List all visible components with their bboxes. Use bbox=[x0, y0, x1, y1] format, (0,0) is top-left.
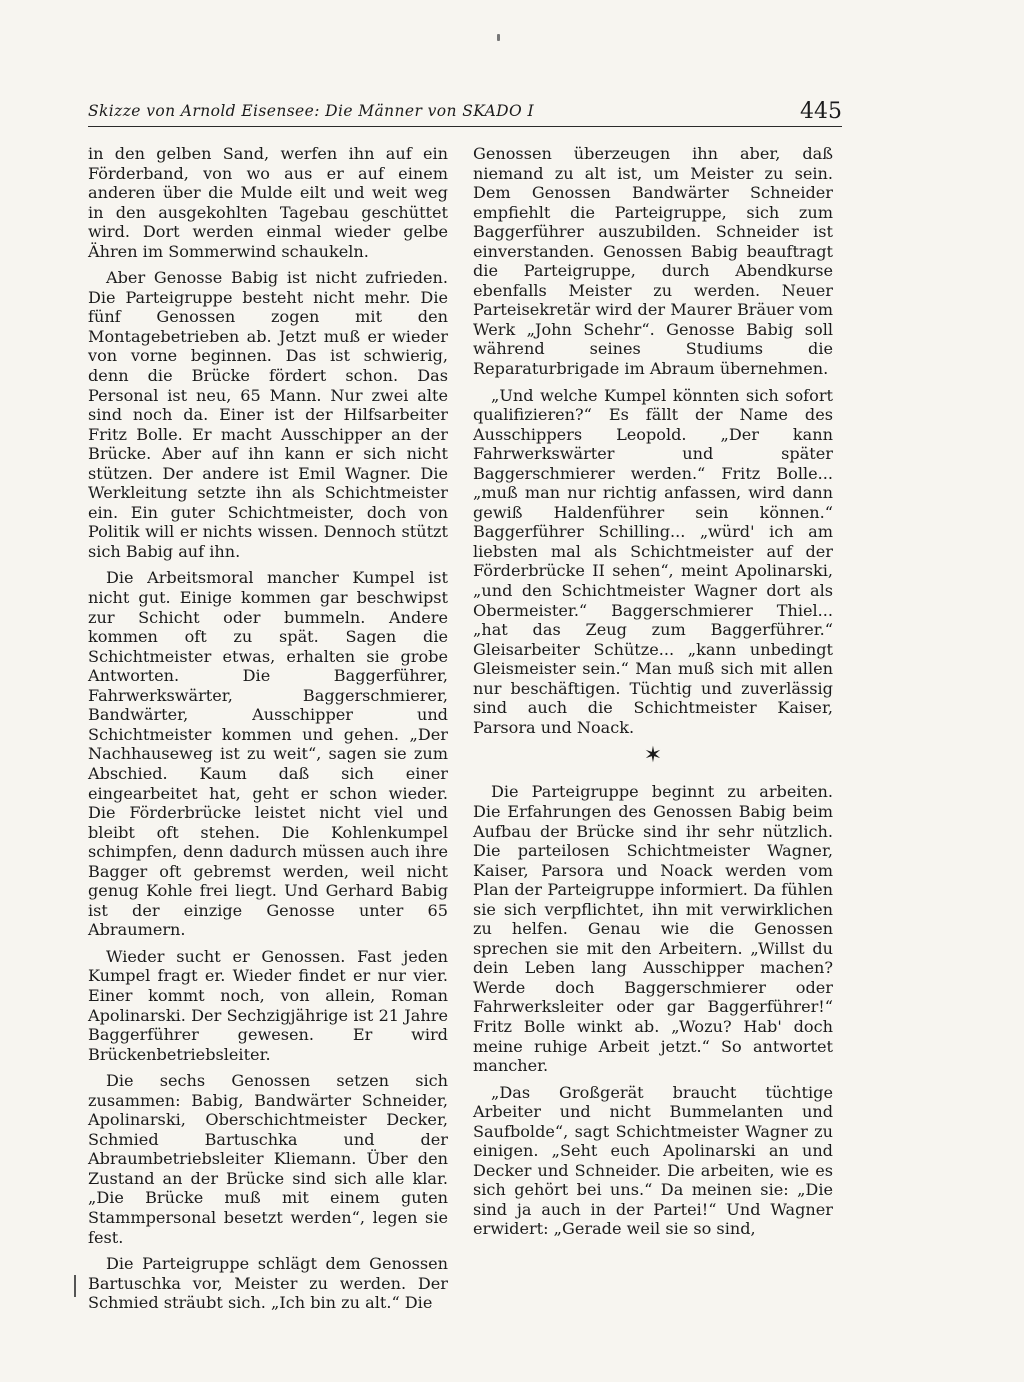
scan-speck bbox=[497, 34, 500, 41]
right-column bbox=[473, 144, 833, 1246]
running-title: Skizze von Arnold Eisensee: Die Männer von SKADO I bbox=[88, 102, 534, 120]
paragraph: Die Parteigruppe schlägt dem Genossen Bartuschka vor, Meister zu werden. Der Schmied sträubt sich. „Ich bin zu alt.“ Die bbox=[88, 1254, 448, 1313]
section-separator-star-icon: ✶ bbox=[643, 743, 663, 769]
header-rule bbox=[88, 126, 842, 127]
page-number: 445 bbox=[800, 99, 842, 124]
paragraph: Die Arbeitsmoral mancher Kumpel ist nicht gut. Einige kommen gar beschwipst zur Schicht oder bummeln. Andere kommen oft zu spät. Sagen die Schichtmeister etwas, erhalten sie grobe Antworten. Die Baggerführer, Fahrwerkswärter, Baggerschmierer, Bandwärter, Ausschipper und Schichtmeister kommen und gehen. „Der Nachhauseweg ist zu weit“, sagen sie zum Abschied. Kaum daß sich einer eingearbeitet hat, geht er schon wieder. Die Förderbrücke leistet nicht viel und bleibt oft stehen. Die Kohlenkumpel schimpfen, denn dadurch müssen auch ihre Bagger oft gebremst werden, weil nicht genug Kohle frei liegt. Und Gerhard Babig ist der einzige Genosse unter 65 Abraumern. bbox=[88, 568, 448, 940]
paragraph: in den gelben Sand, werfen ihn auf ein Förderband, von wo aus er auf einem anderen über die Mulde eilt und weit weg in den ausgekohlten Tagebau geschüttet wird. Dort werden einmal wieder gelbe Ähren im Sommerwind schaukeln. bbox=[88, 144, 448, 261]
paragraph: Die sechs Genossen setzen sich zusammen: Babig, Bandwärter Schneider, Apolinarski, Oberschichtmeister Decker, Schmied Bartuschka und der Abraumbetriebsleiter Kliemann. Über den Zustand an der Brücke sind sich alle klar. „Die Brücke muß mit einem guten Stammpersonal besetzt werden“, legen sie fest. bbox=[88, 1071, 448, 1247]
page-header bbox=[88, 96, 842, 122]
paragraph: Aber Genosse Babig ist nicht zufrieden. Die Parteigruppe besteht nicht mehr. Die fünf Genossen zogen mit den Montagebetrieben ab. Jetzt muß er wieder von vorne beginnen. Das ist schwierig, denn die Brücke fördert schon. Das Personal ist neu, 65 Mann. Nur zwei alte sind noch da. Einer ist der Hilfsarbeiter Fritz Bolle. Er macht Ausschipper an der Brücke. Aber auf ihn kann er sich nicht stützen. Der andere ist Emil Wagner. Die Werkleitung setzte ihn als Schichtmeister ein. Ein guter Schichtmeister, doch von Politik will er nichts wissen. Dennoch stützt sich Babig auf ihn. bbox=[88, 268, 448, 561]
paragraph: Genossen überzeugen ihn aber, daß niemand zu alt ist, um Meister zu sein. Dem Genossen Bandwärter Schneider empfiehlt die Parteigruppe, sich zum Baggerführer auszubilden. Schneider ist einverstanden. Genossen Babig beauftragt die Parteigruppe, durch Abendkurse ebenfalls Meister zu werden. Neuer Parteisekretär wird der Maurer Bräuer vom Werk „John Schehr“. Genosse Babig soll während seines Studiums die Reparaturbrigade im Abraum übernehmen. bbox=[473, 144, 833, 379]
paragraph: Die Parteigruppe beginnt zu arbeiten. Die Erfahrungen des Genossen Babig beim Aufbau der Brücke sind ihr sehr nützlich. Die parteilosen Schichtmeister Wagner, Kaiser, Parsora und Noack werden vom Plan der Parteigruppe informiert. Da fühlen sie sich verpflichtet, ihn mit verwirklichen zu helfen. Genau wie die Genossen sprechen sie mit den Arbeitern. „Willst du dein Leben lang Ausschipper machen? Werde doch Baggerschmierer oder Fahrwerksleiter oder gar Baggerführer!“ Fritz Bolle winkt ab. „Wozu? Hab' doch meine ruhige Arbeit jetzt.“ So antwortet mancher. bbox=[473, 782, 833, 1076]
paragraph: „Und welche Kumpel könnten sich sofort qualifizieren?“ Es fällt der Name des Ausschippers Leopold. „Der kann Fahrwerkswärter und später Baggerschmierer werden.“ Fritz Bolle... „muß man nur richtig anfassen, wird dann gewiß Haldenführer sein können.“ Baggerführer Schilling... „würd' ich am liebsten mal als Schichtmeister auf der Förderbrücke II sehen“, meint Apolinarski, „und den Schichtmeister Wagner dort als Obermeister.“ Baggerschmierer Thiel... „hat das Zeug zum Baggerführer.“ Gleisarbeiter Schütze... „kann unbedingt Gleismeister sein.“ Man muß sich mit allen nur beschäftigen. Tüchtig und zuverlässig sind auch die Schichtmeister Kaiser, Parsora und Noack. bbox=[473, 385, 833, 737]
margin-mark bbox=[74, 1275, 76, 1297]
paragraph: „Das Großgerät braucht tüchtige Arbeiter und nicht Bummelanten und Saufbolde“, sagt Schichtmeister Wagner zu einigen. „Seht euch Apolinarski an und Decker und Schneider. Die arbeiten, wie es sich gehört bei uns.“ Da meinen sie: „Die sind ja auch in der Partei!“ Und Wagner erwidert: „Gerade weil sie so sind, bbox=[473, 1082, 833, 1239]
paragraph: Wieder sucht er Genossen. Fast jeden Kumpel fragt er. Wieder findet er nur vier. Einer kommt noch, von allein, Roman Apolinarski. Der Sechzigjährige ist 21 Jahre Baggerführer gewesen. Er wird Brückenbetriebsleiter. bbox=[88, 946, 448, 1064]
left-column bbox=[88, 144, 448, 1320]
